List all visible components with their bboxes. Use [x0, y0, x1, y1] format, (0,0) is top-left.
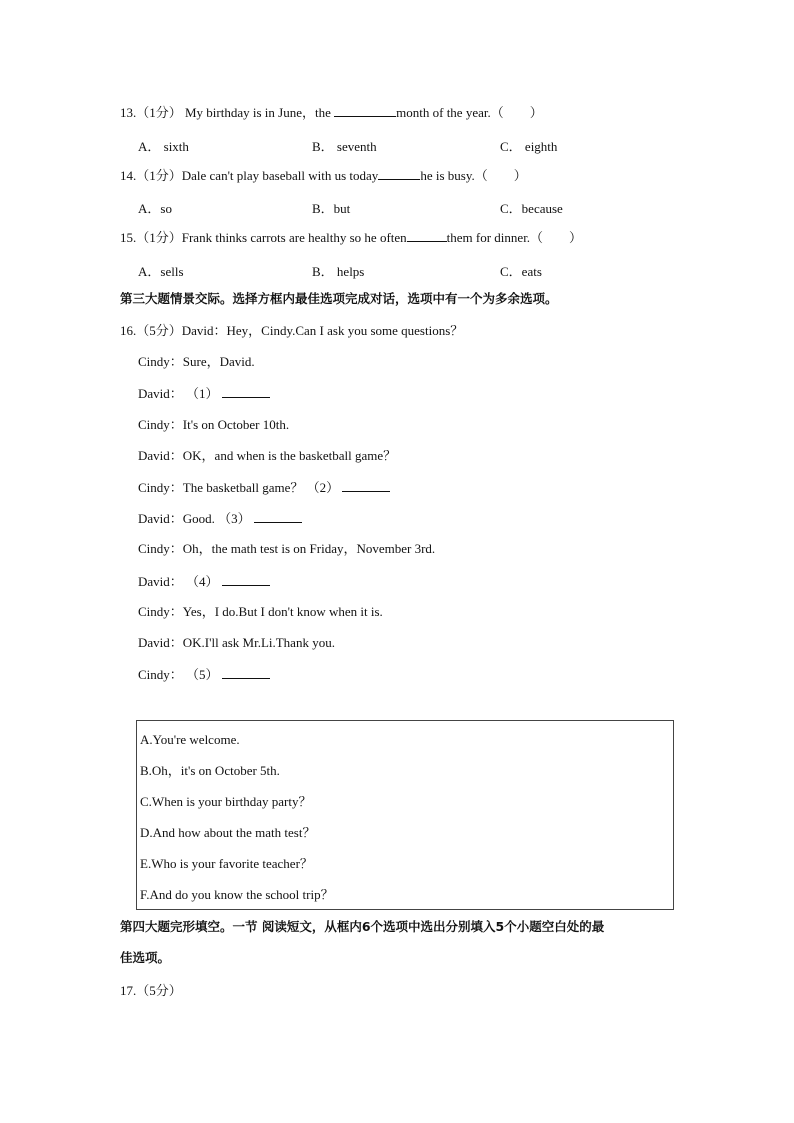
dialogue-line — [138, 385, 270, 402]
dialogue-line — [138, 510, 302, 527]
dialogue-line-text: Cindy：The basketball game？ （2） — [138, 480, 340, 495]
dialogue-line — [138, 479, 390, 496]
box-option-a: A.You're welcome. — [140, 732, 240, 747]
question-15-blank — [407, 229, 447, 242]
question-14-stem-suffix: he is busy.（ ） — [420, 168, 527, 183]
dialogue-line — [138, 448, 396, 464]
dialogue-line — [138, 573, 270, 590]
question-13-option-a: A． sixth — [138, 139, 189, 154]
question-15-stem-suffix: them for dinner.（ ） — [446, 230, 583, 245]
dialogue-line-text: Cindy：It's on October 10th. — [138, 417, 290, 432]
question-15-option-c: C．eats — [500, 264, 542, 279]
dialogue-line — [138, 354, 255, 370]
dialogue-line-text: Cindy：Oh，the math test is on Friday，November 3rd. — [138, 541, 436, 556]
question-14-option-b: B．but — [312, 201, 351, 216]
dialogue-line — [138, 604, 383, 620]
answer-options-box — [136, 720, 674, 910]
section-4-heading-line-2: 佳选项。 — [120, 950, 171, 965]
question-14-stem-prefix: 14.（1分）Dale can't play baseball with us today — [120, 168, 379, 183]
dialogue-line — [138, 541, 435, 557]
dialogue-line-text: David： （4） — [138, 574, 219, 589]
question-13-option-b: B． seventh — [312, 139, 377, 154]
dialogue-blank-4 — [222, 573, 270, 586]
dialogue-line-text: David： （1） — [138, 386, 219, 401]
dialogue-line-text: Cindy： （5） — [138, 667, 219, 682]
box-option-f: F.And do you know the school trip？ — [140, 887, 334, 902]
question-14-options — [138, 198, 698, 214]
dialogue-line — [138, 666, 270, 683]
question-15-stem — [120, 229, 582, 246]
dialogue-line-text: Cindy：Yes，I do.But I don't know when it is. — [138, 604, 383, 619]
question-13-blank — [334, 104, 396, 117]
section-3-heading: 第三大题情景交际。选择方框内最佳选项完成对话，选项中有一个为多余选项。 — [120, 291, 558, 306]
question-17-stem: 17.（5分） — [120, 983, 182, 998]
dialogue-line-text: Cindy：Sure，David. — [138, 354, 255, 369]
question-15-stem-prefix: 15.（1分）Frank thinks carrots are healthy so he often — [120, 230, 407, 245]
question-13-options — [138, 136, 698, 152]
dialogue-blank-1 — [222, 385, 270, 398]
question-13-stem — [120, 104, 543, 121]
question-14-blank — [378, 167, 420, 180]
box-option-b: B.Oh，it's on October 5th. — [140, 763, 280, 778]
question-14-stem — [120, 167, 527, 184]
question-14-option-a: A．so — [138, 201, 172, 216]
question-14-option-c: C．because — [500, 201, 563, 216]
box-option-e: E.Who is your favorite teacher？ — [140, 856, 313, 871]
question-13-stem-prefix: 13.（1分） My birthday is in June，the — [120, 105, 331, 120]
dialogue-line-text: David：OK，and when is the basketball game？ — [138, 448, 397, 463]
dialogue-blank-5 — [222, 666, 270, 679]
question-15-option-b: B． helps — [312, 264, 365, 279]
dialogue-line-text: David：OK.I'll ask Mr.Li.Thank you. — [138, 635, 335, 650]
section-4-heading-line-1: 第四大题完形填空。一节 阅读短文，从框内6个选项中选出分别填入5个小题空白处的最 — [120, 919, 605, 934]
dialogue-blank-2 — [342, 479, 390, 492]
question-13-stem-suffix: month of the year.（ ） — [396, 105, 543, 120]
dialogue-line-text: David：Good. （3） — [138, 511, 251, 526]
box-option-d: D.And how about the math test？ — [140, 825, 316, 840]
question-13-option-c: C． eighth — [500, 139, 558, 154]
dialogue-line — [138, 417, 289, 433]
box-option-c: C.When is your birthday party？ — [140, 794, 312, 809]
question-15-options — [138, 261, 698, 277]
dialogue-blank-3 — [254, 510, 302, 523]
dialogue-line — [138, 635, 335, 651]
question-15-option-a: A．sells — [138, 264, 184, 279]
question-16-stem: 16.（5分）David：Hey，Cindy.Can I ask you some questions？ — [120, 323, 464, 338]
